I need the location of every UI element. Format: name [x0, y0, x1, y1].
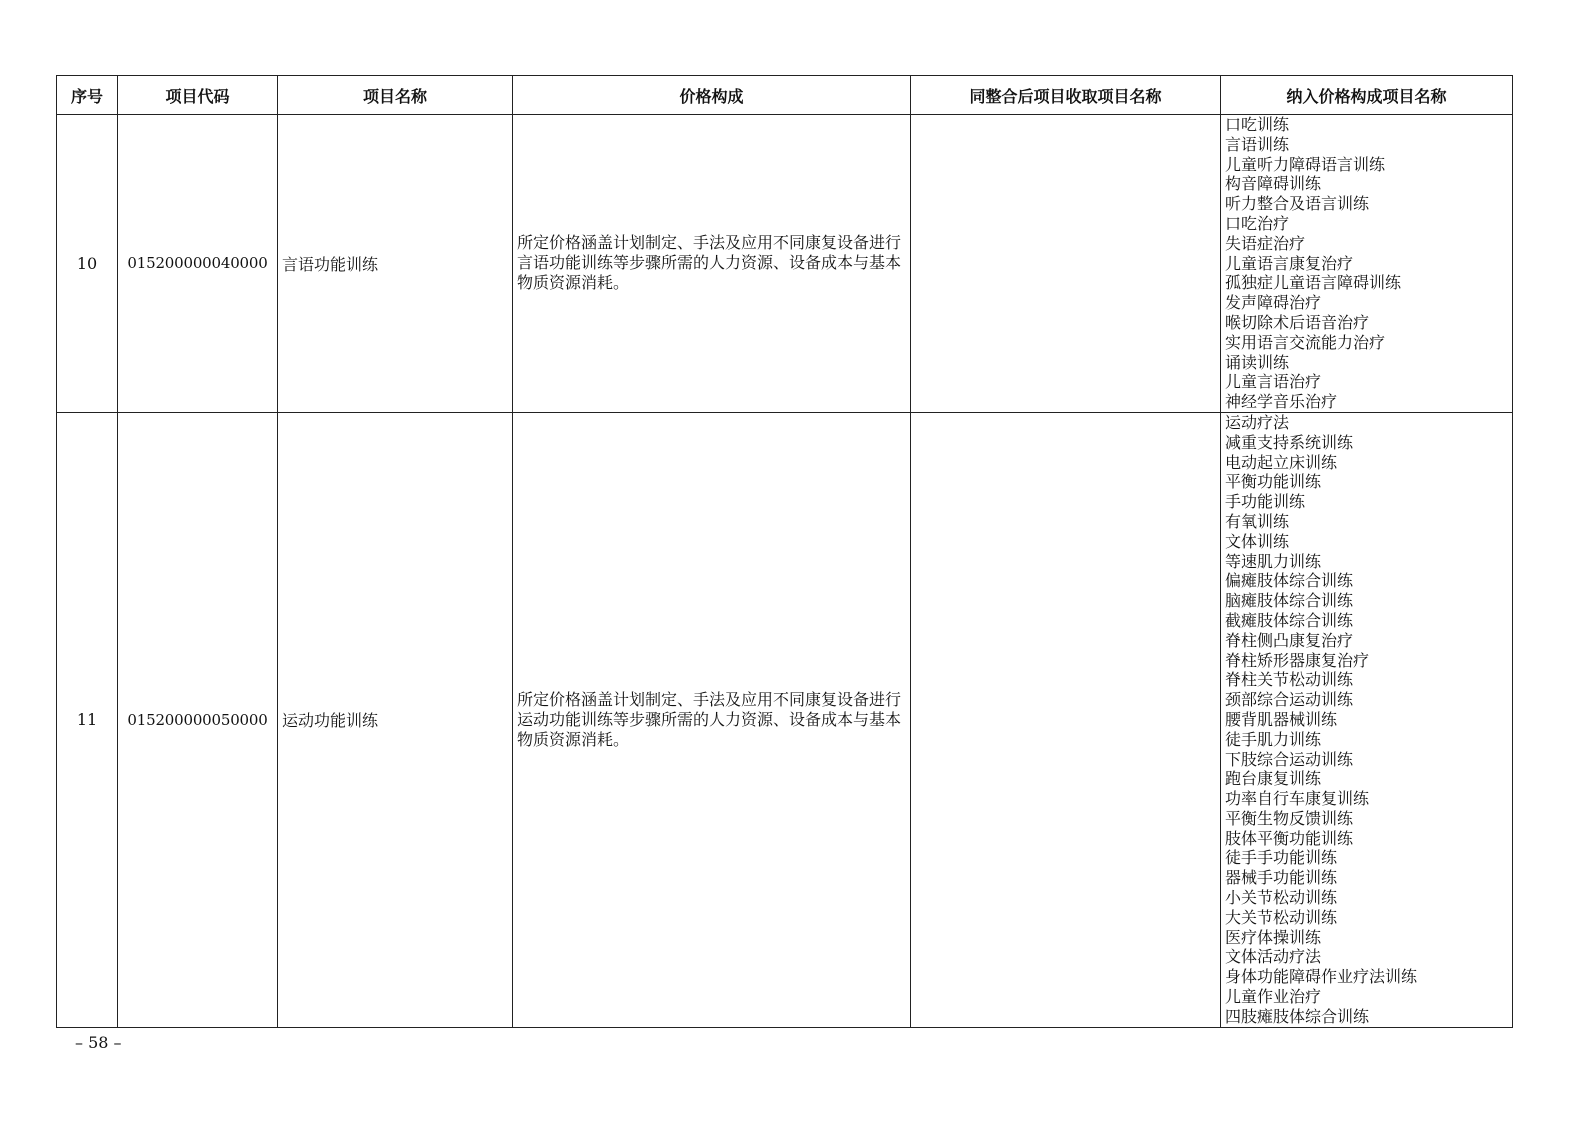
included-item: 医疗体操训练 — [1225, 927, 1322, 947]
included-item: 言语训练 — [1225, 134, 1290, 154]
included-item: 等速肌力训练 — [1225, 551, 1322, 571]
included-item: 儿童语言康复治疗 — [1225, 253, 1354, 273]
included-item: 发声障碍治疗 — [1225, 293, 1322, 313]
included-item: 下肢综合运动训练 — [1225, 749, 1354, 769]
included-item: 颈部综合运动训练 — [1225, 690, 1354, 710]
header-name: 项目名称 — [278, 76, 513, 115]
included-item: 神经学音乐治疗 — [1225, 392, 1338, 412]
included-item: 文体训练 — [1225, 531, 1290, 551]
included-item: 儿童听力障碍语言训练 — [1225, 154, 1386, 174]
included-item: 徒手肌力训练 — [1225, 729, 1322, 749]
row-merged — [911, 115, 1221, 413]
included-item: 器械手功能训练 — [1225, 868, 1338, 888]
included-item: 喉切除术后语音治疗 — [1225, 312, 1370, 332]
header-merged: 同整合后项目收取项目名称 — [911, 76, 1221, 115]
included-item: 肢体平衡功能训练 — [1225, 828, 1354, 848]
included-item: 构音障碍训练 — [1225, 174, 1322, 194]
included-item: 偏瘫肢体综合训练 — [1225, 571, 1354, 591]
included-item: 有氧训练 — [1225, 511, 1290, 531]
row-name: 运动功能训练 — [278, 412, 513, 1027]
included-item: 脊柱矫形器康复治疗 — [1225, 650, 1370, 670]
included-item: 听力整合及语言训练 — [1225, 194, 1370, 214]
row-price: 所定价格涵盖计划制定、手法及应用不同康复设备进行运动功能训练等步骤所需的人力资源、设备成本与基本物质资源消耗。 — [513, 412, 911, 1027]
table-row — [57, 412, 1513, 1027]
included-item: 小关节松动训练 — [1225, 888, 1338, 908]
included-item: 电动起立床训练 — [1225, 452, 1338, 472]
included-item: 儿童言语治疗 — [1225, 372, 1322, 392]
included-item: 脑瘫肢体综合训练 — [1225, 591, 1354, 611]
included-item: 脊柱侧凸康复治疗 — [1225, 630, 1354, 650]
included-item: 徒手手功能训练 — [1225, 848, 1338, 868]
included-item: 截瘫肢体综合训练 — [1225, 610, 1354, 630]
included-item: 身体功能障碍作业疗法训练 — [1225, 967, 1418, 987]
page-number: – 58 – — [75, 1033, 122, 1052]
pricing-table — [56, 75, 1513, 1028]
included-item: 减重支持系统训练 — [1225, 432, 1354, 452]
row-code: 015200000050000 — [118, 412, 278, 1027]
included-item: 脊柱关节松动训练 — [1225, 670, 1354, 690]
included-item: 运动疗法 — [1225, 412, 1290, 432]
included-item: 口吃治疗 — [1225, 213, 1290, 233]
row-code: 015200000040000 — [118, 115, 278, 413]
row-included-list — [1221, 115, 1513, 413]
included-item: 功率自行车康复训练 — [1225, 789, 1370, 809]
header-code: 项目代码 — [118, 76, 278, 115]
included-item: 孤独症儿童语言障碍训练 — [1225, 273, 1402, 293]
included-item: 手功能训练 — [1225, 492, 1306, 512]
row-included-list — [1221, 412, 1513, 1027]
row-seq: 11 — [57, 412, 118, 1027]
included-item: 平衡生物反馈训练 — [1225, 808, 1354, 828]
included-item: 腰背肌器械训练 — [1225, 709, 1338, 729]
table-row — [57, 115, 1513, 413]
row-seq: 10 — [57, 115, 118, 413]
included-item: 诵读训练 — [1225, 352, 1290, 372]
included-item: 失语症治疗 — [1225, 233, 1306, 253]
included-item: 平衡功能训练 — [1225, 472, 1322, 492]
included-item: 大关节松动训练 — [1225, 907, 1338, 927]
included-item: 儿童作业治疗 — [1225, 987, 1322, 1007]
included-item: 跑台康复训练 — [1225, 769, 1322, 789]
included-item: 口吃训练 — [1225, 115, 1290, 134]
header-seq: 序号 — [57, 76, 118, 115]
row-price: 所定价格涵盖计划制定、手法及应用不同康复设备进行言语功能训练等步骤所需的人力资源、设备成本与基本物质资源消耗。 — [513, 115, 911, 413]
included-item: 文体活动疗法 — [1225, 947, 1322, 967]
header-included: 纳入价格构成项目名称 — [1221, 76, 1513, 115]
header-price: 价格构成 — [513, 76, 911, 115]
included-item: 四肢瘫肢体综合训练 — [1225, 1006, 1370, 1026]
row-name: 言语功能训练 — [278, 115, 513, 413]
table-header-row — [57, 76, 1513, 115]
row-merged — [911, 412, 1221, 1027]
included-item: 实用语言交流能力治疗 — [1225, 332, 1386, 352]
